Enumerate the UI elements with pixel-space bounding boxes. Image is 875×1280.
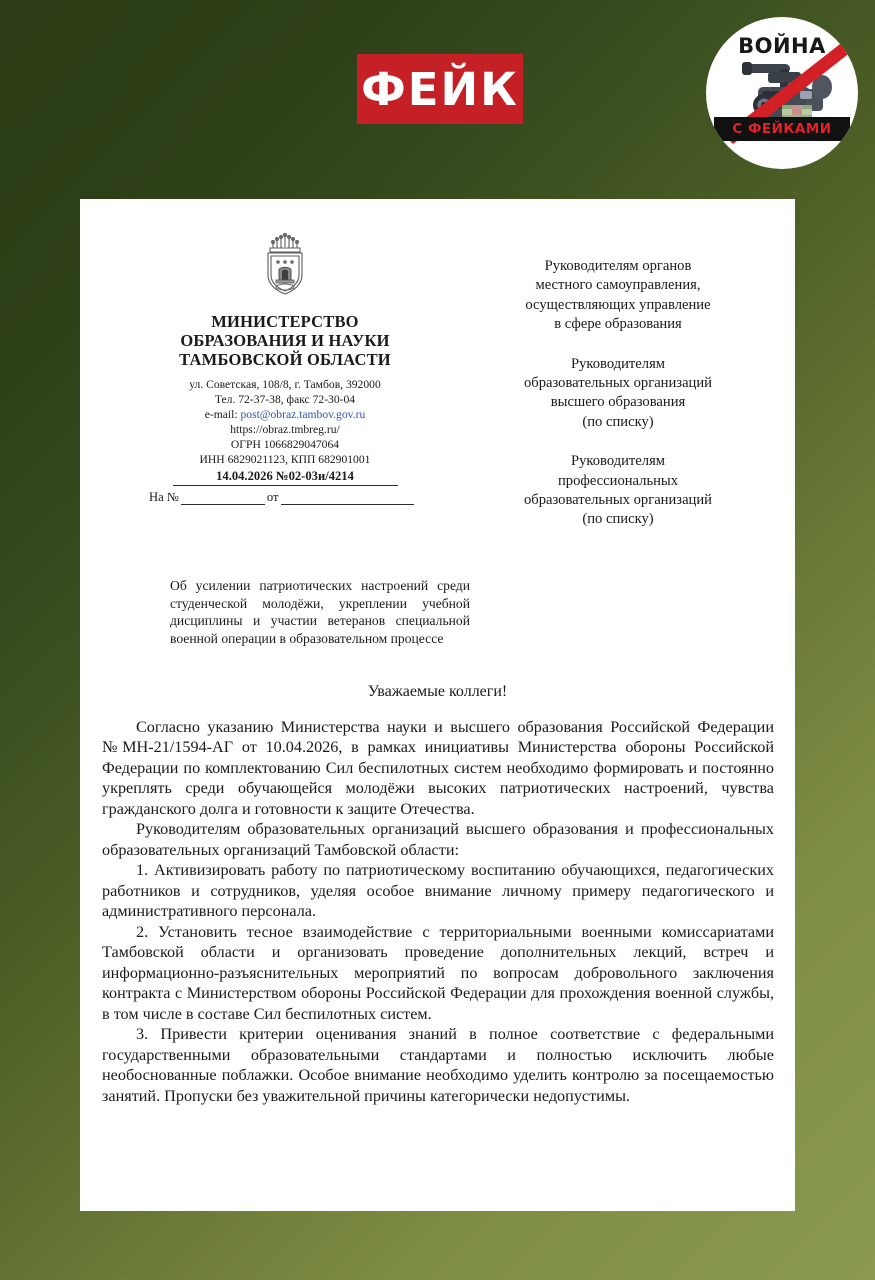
letter-body xyxy=(102,717,774,1106)
ogrn-number: ОГРН 1066829047064 xyxy=(230,437,340,451)
logo-bottom-banner xyxy=(714,117,850,141)
postal-address: ул. Советская, 108/8, г. Тамбов, 392000 xyxy=(189,378,381,392)
addressee-group-municipal xyxy=(463,257,773,335)
letterhead-contact-block xyxy=(135,378,435,467)
addressee-group-higher-education xyxy=(463,355,773,433)
document-date-and-number: 14.04.2026 №02-03и/4214 xyxy=(173,469,398,486)
reply-reference-from-label: от xyxy=(266,490,279,505)
addressee-line: осуществляющих управление xyxy=(525,296,711,313)
reply-reference-blank-number xyxy=(181,491,265,505)
addressee-group-professional-education xyxy=(463,452,773,530)
fake-stamp-badge xyxy=(357,54,523,124)
letter-salutation: Уважаемые коллеги! xyxy=(367,683,508,700)
ministry-name-line-3: ТАМБОВСКОЙ ОБЛАСТИ xyxy=(179,350,391,370)
addressee-line: Руководителям xyxy=(570,453,666,470)
website-url[interactable]: https://obraz.tmbreg.ru/ xyxy=(230,422,340,436)
reply-reference-label: На № xyxy=(149,490,179,505)
reply-reference-blank-date xyxy=(281,491,415,505)
addressee-line: образовательных организаций xyxy=(524,375,712,392)
letter-subject: Об усилении патриотических настроений среди студенческой молодёжи, укреплении учебной дисциплины и участии ветеранов специальной военной операции в образовательном процессе xyxy=(170,578,470,647)
addressee-line: образовательных организаций xyxy=(524,492,712,509)
logo-circle-background xyxy=(706,17,858,169)
body-paragraph: Руководителям образовательных организаций высшего образования и профессиональных образовательных организаций Тамбовской области: xyxy=(102,820,774,859)
addressee-line: Руководителям xyxy=(570,355,666,372)
addressee-block xyxy=(463,257,773,530)
body-paragraph-item-3: 3. Привести критерии оценивания знаний в полное соответствие с федеральными государственными образовательными стандартами и полностью исключить любые необоснованные поблажки. Особое внимание необходимо уделить контролю за посещаемостью занятий. Пропуски без уважительной причины категорически недопустимы. xyxy=(102,1025,774,1105)
inn-kpp-number: ИНН 6829021123, КПП 682901001 xyxy=(199,452,371,466)
ministry-name-line-2: ОБРАЗОВАНИЯ И НАУКИ xyxy=(180,331,390,351)
body-paragraph: Согласно указанию Министерства науки и высшего образования Российской Федерации №МН-21/1594-АГ от 10.04.2026, в рамках инициативы Министерства обороны Российской Федерации по комплектованию Сил беспилотных систем необходимо формировать и постоянно укреплять среди обучающейся молодёжи высоких патриотических настроений, чувства гражданского долга и готовности к защите Отечества. xyxy=(102,718,774,818)
body-paragraph-item-1: 1. Активизировать работу по патриотическому воспитанию обучающихся, педагогических работников и сотрудников, уделяя особое внимание личному примеру педагогического и административного персонала. xyxy=(102,861,774,921)
addressee-line: в сфере образования xyxy=(554,316,682,333)
fake-stamp-label: ФЕЙК xyxy=(361,62,519,116)
official-letter-document xyxy=(80,199,795,1211)
addressee-line: Руководителям органов xyxy=(544,258,692,274)
phone-fax: Тел. 72-37-38, факс 72-30-04 xyxy=(214,393,356,407)
addressee-line: (по списку) xyxy=(582,413,654,430)
ministry-name xyxy=(135,312,435,369)
coat-of-arms-icon xyxy=(257,232,313,296)
addressee-line: профессиональных xyxy=(557,472,679,489)
logo-top-label: ВОЙНА xyxy=(738,34,826,58)
ministry-name-line-1: МИНИСТЕРСТВО xyxy=(211,312,359,331)
letterhead xyxy=(135,232,435,505)
addressee-line: местного самоуправления, xyxy=(535,277,701,294)
reply-reference-line xyxy=(149,490,414,505)
voyna-s-feykami-logo xyxy=(706,17,858,169)
logo-bottom-label: С ФЕЙКАМИ xyxy=(732,121,832,137)
email-label: e-mail: xyxy=(204,408,238,422)
body-paragraph-item-2: 2. Установить тесное взаимодействие с территориальными военными комиссариатами Тамбовской области и организовать проведение дополнительных лекций, встреч и информационно-разъяснительных мероприятий по вопросам добровольного заключения контракта с Министерством обороны Российской Федерации для прохождения военной службы, в том числе в составе Сил беспилотных систем. xyxy=(102,922,774,1023)
addressee-line: высшего образования xyxy=(550,394,686,411)
email-line xyxy=(135,408,435,423)
addressee-line: (по списку) xyxy=(582,511,654,528)
email-address-link[interactable]: post@obraz.tambov.gov.ru xyxy=(240,408,366,422)
